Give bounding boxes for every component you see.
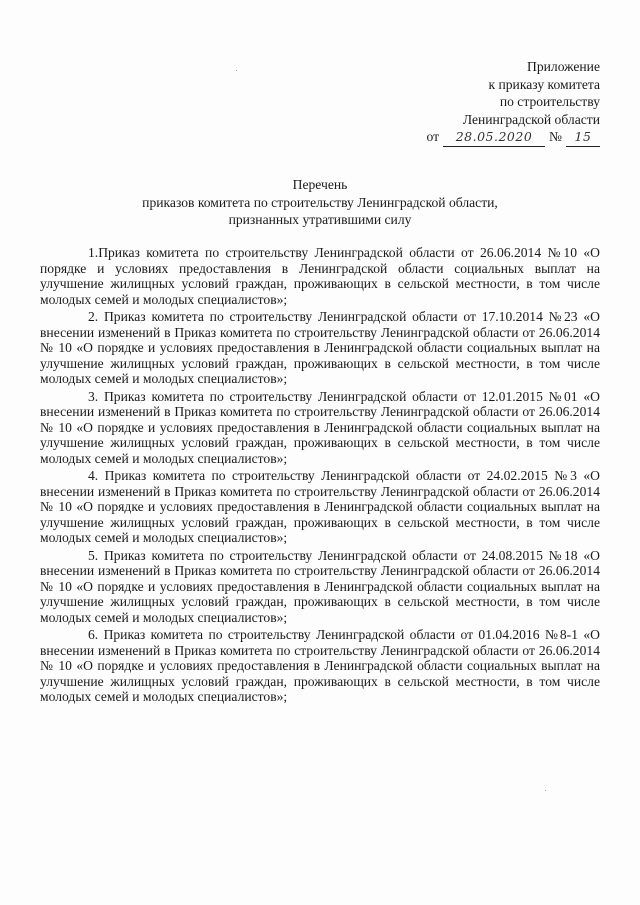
appendix-line-3: по строительству bbox=[499, 94, 600, 109]
list-item: 4. Приказ комитета по строительству Ленинградской области от 24.02.2015 №3 «О внесении изменений в Приказ комитета по строительству Ленинградской области от 26.06.2014 № 10 «О порядке и условиях предоставления в Ленинградской области социальных выплат на улучшение жилищных условий граждан, проживающих в сельской местности, в том числе молодых семей и молодых специалистов»; bbox=[40, 468, 600, 545]
appendix-header bbox=[426, 58, 600, 147]
list-item: 3. Приказ комитета по строительству Ленинградской области от 12.01.2015 №01 «О внесении изменений в Приказ комитета по строительству Ленинградской области от 26.06.2014 № 10 «О порядке и условиях предоставления в Ленинградской области социальных выплат на улучшение жилищных условий граждан, проживающих в сельской местности, в том числе молодых семей и молодых специалистов»; bbox=[40, 388, 600, 466]
title-line-3: признанных утратившими силу bbox=[228, 212, 412, 227]
title-line-2: приказов комитета по строительству Ленинградской области, bbox=[142, 194, 498, 210]
order-reference-line bbox=[426, 128, 600, 147]
title-line-1: Перечень bbox=[292, 177, 348, 192]
orders-list bbox=[40, 245, 600, 707]
appendix-line-4: Ленинградской области bbox=[462, 111, 600, 127]
handwritten-number: 15 bbox=[566, 128, 600, 147]
appendix-line-1: Приложение bbox=[527, 59, 600, 74]
scan-speck bbox=[545, 790, 546, 791]
list-item: 1.Приказ комитета по строительству Ленинградской области от 26.06.2014 №10 «О порядке и условиях предоставления в Ленинградской области социальных выплат на улучшение жилищных условий граждан, проживающих в сельской местности, в том числе молодых семей и молодых специалистов»; bbox=[40, 245, 600, 307]
appendix-line-2: к приказу комитета bbox=[488, 76, 600, 92]
document-title bbox=[40, 176, 600, 229]
from-label: от bbox=[426, 129, 440, 144]
list-item: 2. Приказ комитета по строительству Ленинградской области от 17.10.2014 №23 «О внесении изменений в Приказ комитета по строительству Ленинградской области от 26.06.2014 № 10 «О порядке и условиях предоставления в Ленинградской области социальных выплат на улучшение жилищных условий граждан, проживающих в сельской местности, в том числе молодых семей и молодых специалистов»; bbox=[40, 309, 600, 386]
number-label: № bbox=[549, 129, 562, 144]
list-item: 5. Приказ комитета по строительству Ленинградской области от 24.08.2015 №18 «О внесении изменений в Приказ комитета по строительству Ленинградской области от 26.06.2014 № 10 «О порядке и условиях предоставления в Ленинградской области социальных выплат на улучшение жилищных условий граждан, проживающих в сельской местности, в том числе молодых семей и молодых специалистов»; bbox=[40, 547, 600, 625]
list-item: 6. Приказ комитета по строительству Ленинградской области от 01.04.2016 №8-1 «О внесении изменений в Приказ комитета по строительству Ленинградской области от 26.06.2014 № 10 «О порядке и условиях предоставления в Ленинградской области социальных выплат на улучшение жилищных условий граждан, проживающих в сельской местности, в том числе молодых семей и молодых специалистов»; bbox=[40, 627, 600, 704]
handwritten-date: 28.05.2020 bbox=[443, 128, 545, 147]
scan-speck bbox=[236, 70, 237, 71]
